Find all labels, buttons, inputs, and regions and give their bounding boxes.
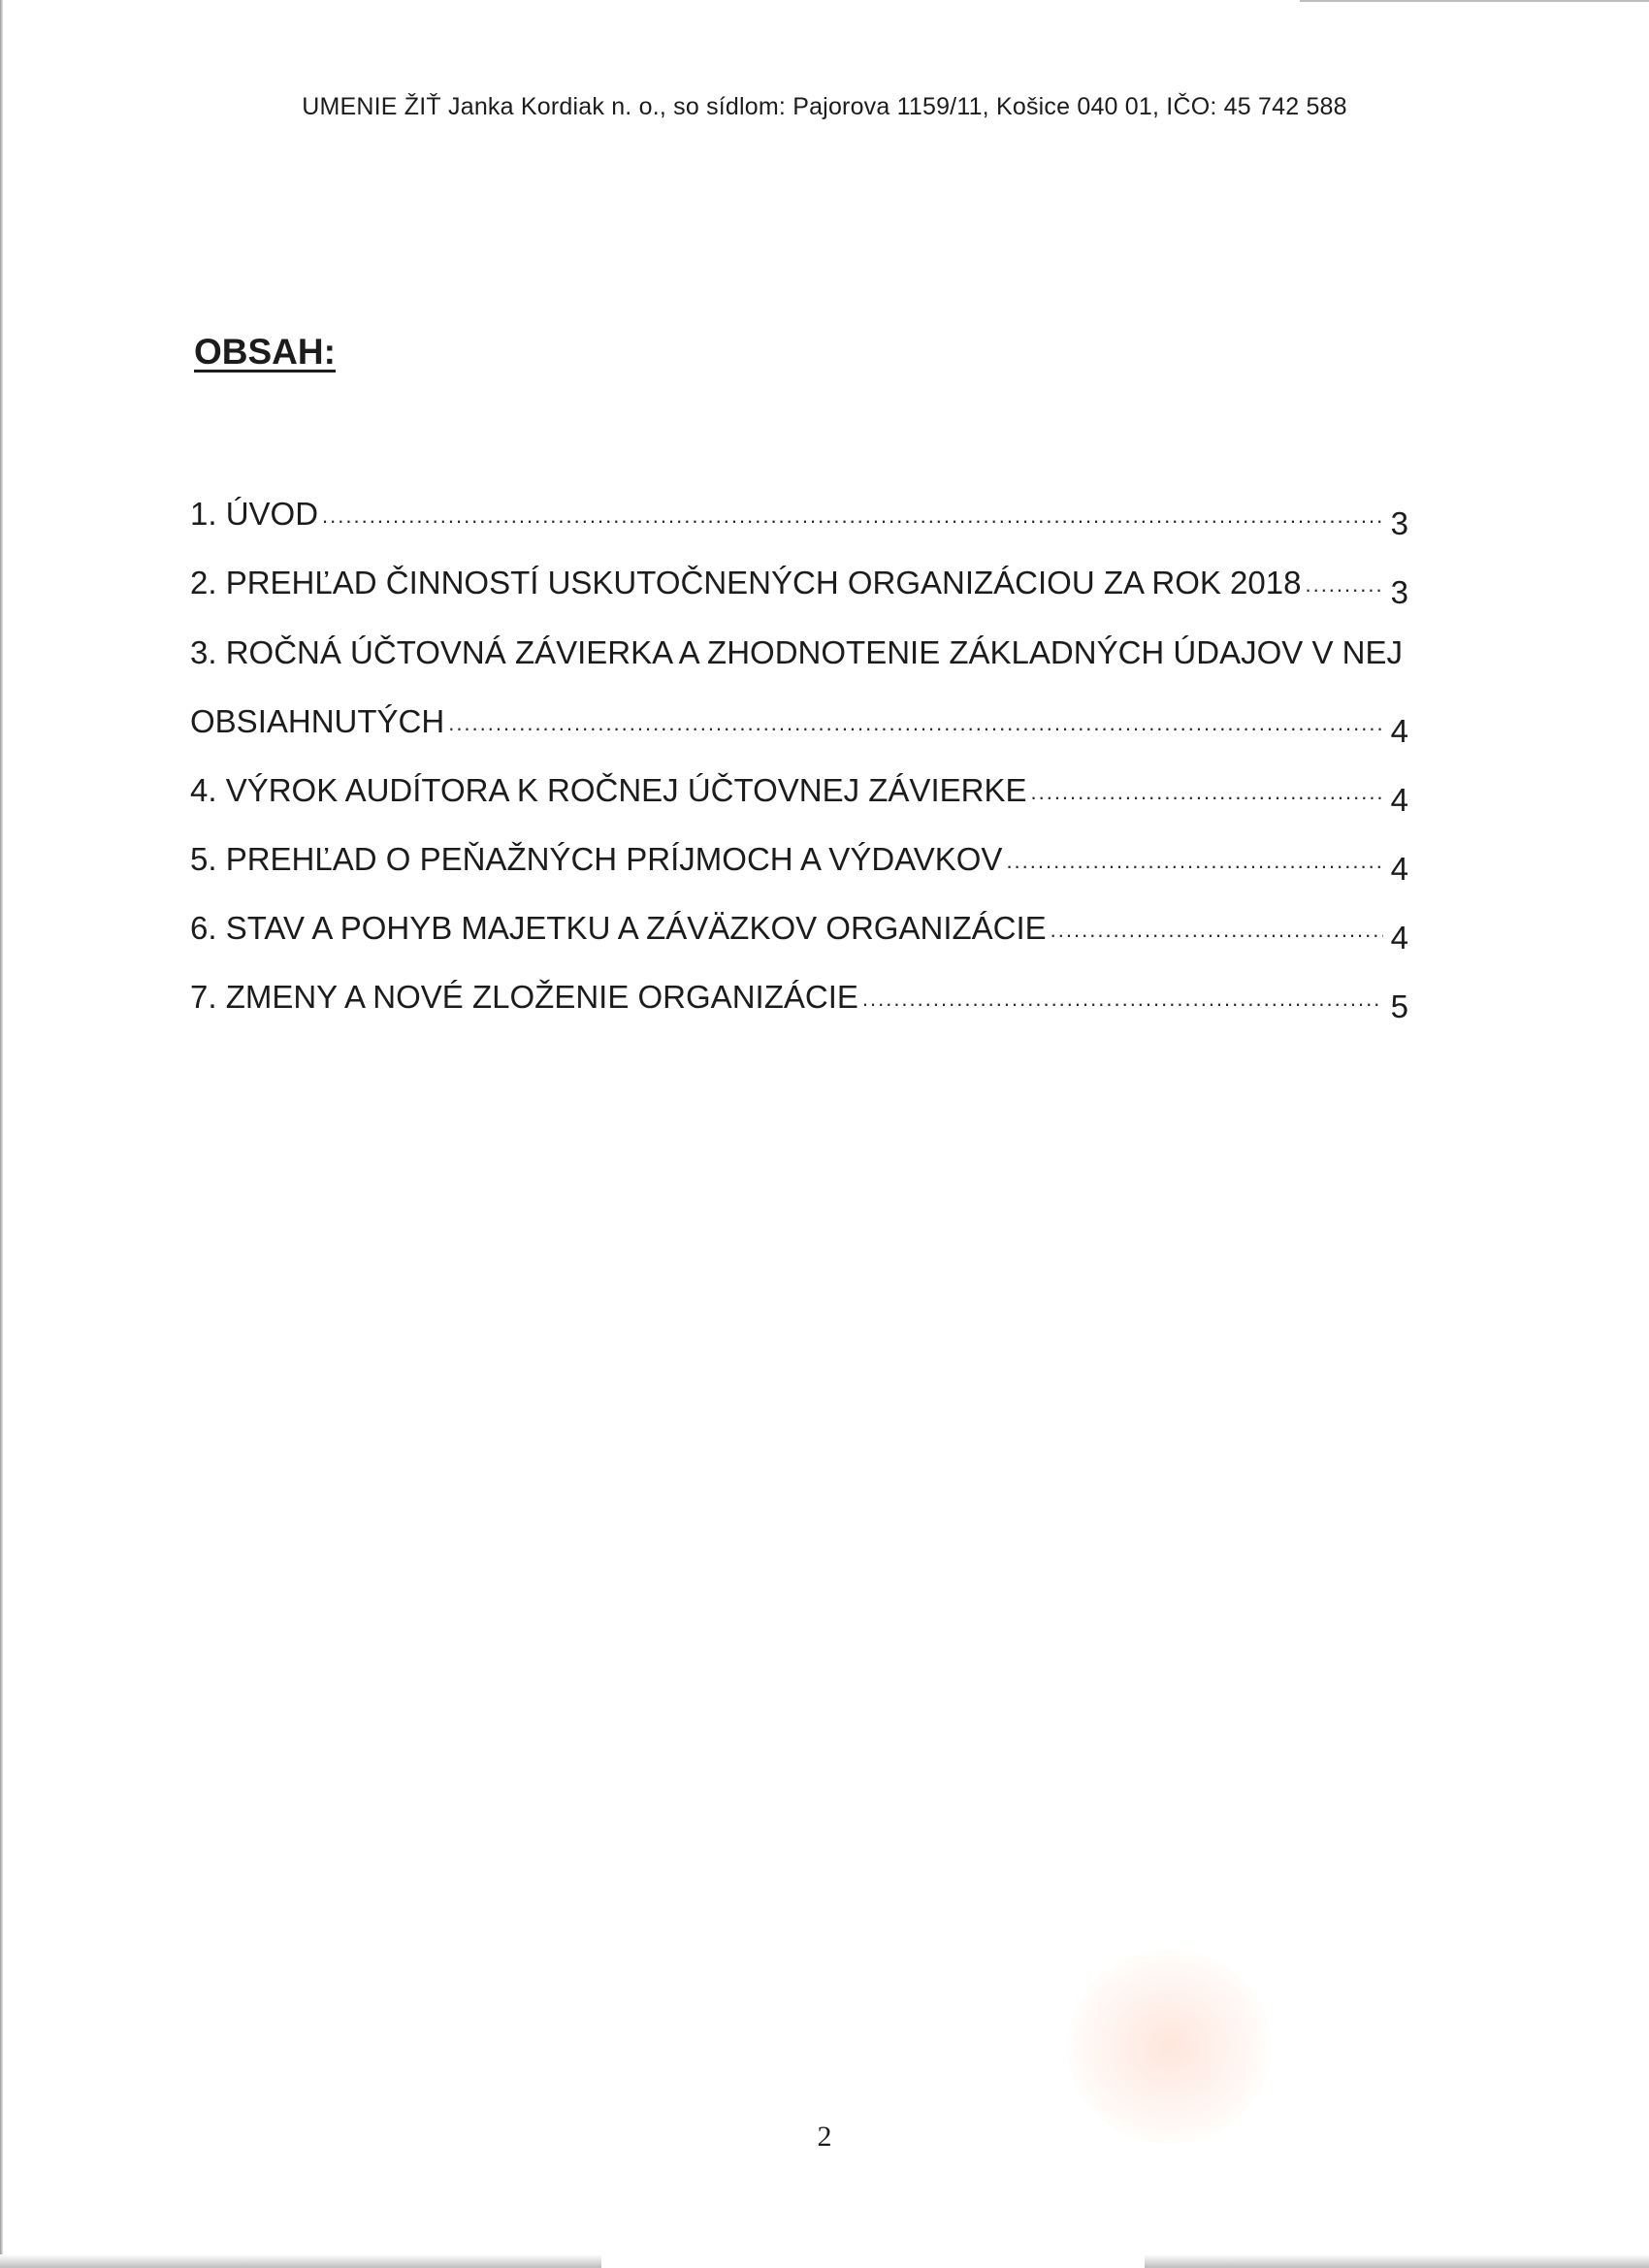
toc-dot-leader [1006, 851, 1383, 872]
toc-entry-4[interactable] [190, 740, 1408, 818]
toc-entry-7[interactable] [190, 947, 1408, 1024]
toc-entry-label: 3. ROČNÁ ÚČTOVNÁ ZÁVIERKA A ZHODNOTENIE ZÁKLADNÝCH ÚDAJOV V NEJ [190, 634, 1403, 670]
toc-entry-3[interactable] [190, 601, 1408, 671]
toc-entry-label: 2. PREHĽAD ČINNOSTÍ USKUTOČNENÝCH ORGANIZÁCIOU ZA ROK 2018 [190, 565, 1302, 600]
toc-entry-label: 6. STAV A POHYB MAJETKU A ZÁVÄZKOV ORGANIZÁCIE [190, 910, 1047, 946]
toc-entry-label: 7. ZMENY A NOVÉ ZLOŽENIE ORGANIZÁCIE [190, 979, 858, 1015]
page-number: 2 [817, 2121, 832, 2153]
toc-entry-label-continuation: OBSIAHNUTÝCH [190, 703, 445, 739]
toc-entry-page: 4 [1390, 782, 1408, 818]
toc-entry-3-continuation[interactable] [190, 671, 1408, 749]
toc-dot-leader [322, 505, 1383, 527]
table-of-contents [190, 464, 1408, 1024]
toc-entry-page: 3 [1390, 505, 1408, 541]
scan-shadow-bottom-gap [601, 2254, 1145, 2268]
toc-entry-page: 4 [1390, 713, 1408, 749]
toc-entry-2[interactable] [190, 533, 1408, 610]
toc-dot-leader [1305, 574, 1383, 596]
toc-entry-page: 3 [1390, 574, 1408, 610]
organization-header: UMENIE ŽIŤ Janka Kordiak n. o., so sídlom: Pajorova 1159/11, Košice 040 01, IČO: 45 742 588 [302, 93, 1347, 120]
toc-entry-page: 5 [1390, 988, 1408, 1024]
toc-dot-leader [448, 713, 1383, 734]
toc-entry-page: 4 [1390, 851, 1408, 887]
toc-entry-label: 4. VÝROK AUDÍTORA K ROČNEJ ÚČTOVNEJ ZÁVIERKE [190, 772, 1027, 808]
paper-stain [1067, 1950, 1271, 2144]
toc-dot-leader [1051, 920, 1383, 941]
toc-entry-page: 4 [1390, 920, 1408, 956]
toc-entry-6[interactable] [190, 878, 1408, 956]
scan-shadow-left [0, 0, 3, 2268]
scan-shadow-top [1300, 0, 1649, 2]
toc-entry-label: 1. ÚVOD [190, 496, 319, 532]
toc-dot-leader [862, 988, 1383, 1010]
toc-dot-leader [1030, 782, 1383, 803]
toc-entry-1[interactable] [190, 464, 1408, 541]
toc-entry-5[interactable] [190, 809, 1408, 887]
toc-heading: OBSAH: [194, 332, 336, 372]
toc-entry-label: 5. PREHĽAD O PEŇAŽNÝCH PRÍJMOCH A VÝDAVKOV [190, 841, 1003, 877]
